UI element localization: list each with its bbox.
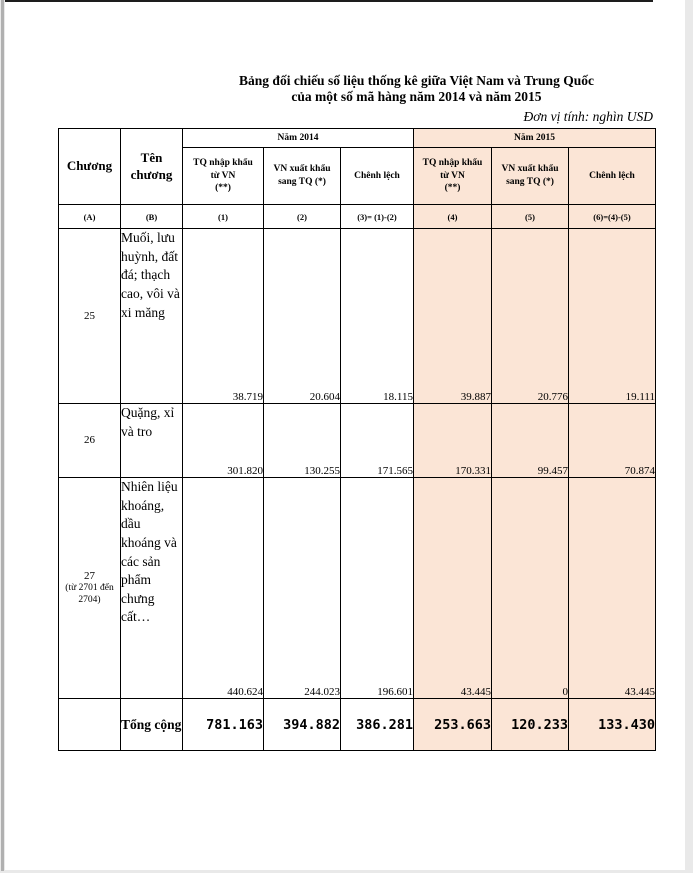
value-cell: 301.820 (183, 404, 264, 478)
ref-2: (2) (264, 205, 341, 229)
title-line-2: của một số mã hàng năm 2014 và năm 2015 (291, 88, 542, 104)
header-2015-vn-export: VN xuất khẩu sang TQ (*) (492, 148, 569, 205)
table-row-total (59, 699, 656, 751)
value-cell: 20.604 (264, 229, 341, 404)
value-cell: 19.111 (569, 229, 656, 404)
value-cell: 170.331 (414, 404, 492, 478)
total-value-cell: 120.233 (492, 699, 569, 751)
value-cell: 43.445 (414, 478, 492, 699)
value-cell: 43.445 (569, 478, 656, 699)
header-row-groups (59, 129, 656, 148)
total-value-cell: 253.663 (414, 699, 492, 751)
value-cell: 39.887 (414, 229, 492, 404)
total-empty-cell (59, 699, 121, 751)
chapter-number: 27 (từ 2701 đến 2704) (59, 478, 121, 699)
total-value-cell: 781.163 (183, 699, 264, 751)
value-cell: 0 (492, 478, 569, 699)
comparison-table (58, 128, 656, 751)
header-2014-vn-export: VN xuất khẩu sang TQ (*) (264, 148, 341, 205)
header-group-2015: Năm 2015 (414, 129, 656, 148)
value-cell: 20.776 (492, 229, 569, 404)
value-cell: 171.565 (341, 404, 414, 478)
header-2015-tq-import: TQ nhập khẩu từ VN (**) (414, 148, 492, 205)
chapter-note: (từ 2701 đến 2704) (65, 583, 114, 606)
ref-3: (3)= (1)-(2) (341, 205, 414, 229)
ref-1: (1) (183, 205, 264, 229)
table-row-chapter-26 (59, 404, 656, 478)
page-top-edge (5, 0, 653, 2)
table-row-chapter-27 (59, 478, 656, 699)
value-cell: 196.601 (341, 478, 414, 699)
page-left-edge (1, 0, 4, 871)
chapter-name: Quặng, xỉ và tro (121, 404, 183, 478)
header-2014-difference: Chênh lệch (341, 148, 414, 205)
ref-5: (5) (492, 205, 569, 229)
header-group-2014: Năm 2014 (183, 129, 414, 148)
total-value-cell: 394.882 (264, 699, 341, 751)
ref-b: (B) (121, 205, 183, 229)
header-chuong: Chương (59, 129, 121, 205)
header-2015-difference: Chênh lệch (569, 148, 656, 205)
chapter-name: Muối, lưu huỳnh, đất đá; thạch cao, vôi và xi măng (121, 229, 183, 404)
table-row-chapter-25 (59, 229, 656, 404)
total-label: Tổng cộng (121, 699, 183, 751)
total-value-cell: 386.281 (341, 699, 414, 751)
chapter-number: 26 (59, 404, 121, 478)
header-2014-tq-import: TQ nhập khẩu từ VN (**) (183, 148, 264, 205)
title-line-1: Bảng đối chiếu số liệu thống kê giữa Việt Nam và Trung Quốc (239, 73, 594, 88)
value-cell: 38.719 (183, 229, 264, 404)
total-value-cell: 133.430 (569, 699, 656, 751)
chapter-name: Nhiên liệu khoáng, dầu khoáng và các sản phẩm chưng cất… (121, 478, 183, 699)
ref-6: (6)=(4)-(5) (569, 205, 656, 229)
value-cell: 70.874 (569, 404, 656, 478)
value-cell: 244.023 (264, 478, 341, 699)
chapter-number: 25 (59, 229, 121, 404)
value-cell: 440.624 (183, 478, 264, 699)
ref-a: (A) (59, 205, 121, 229)
value-cell: 99.457 (492, 404, 569, 478)
header-ten-chuong: Tên chương (121, 129, 183, 205)
value-cell: 18.115 (341, 229, 414, 404)
header-row-refs (59, 205, 656, 229)
ref-4: (4) (414, 205, 492, 229)
document-title (140, 73, 693, 104)
unit-note: Đơn vị tính: nghìn USD (523, 109, 653, 124)
value-cell: 130.255 (264, 404, 341, 478)
